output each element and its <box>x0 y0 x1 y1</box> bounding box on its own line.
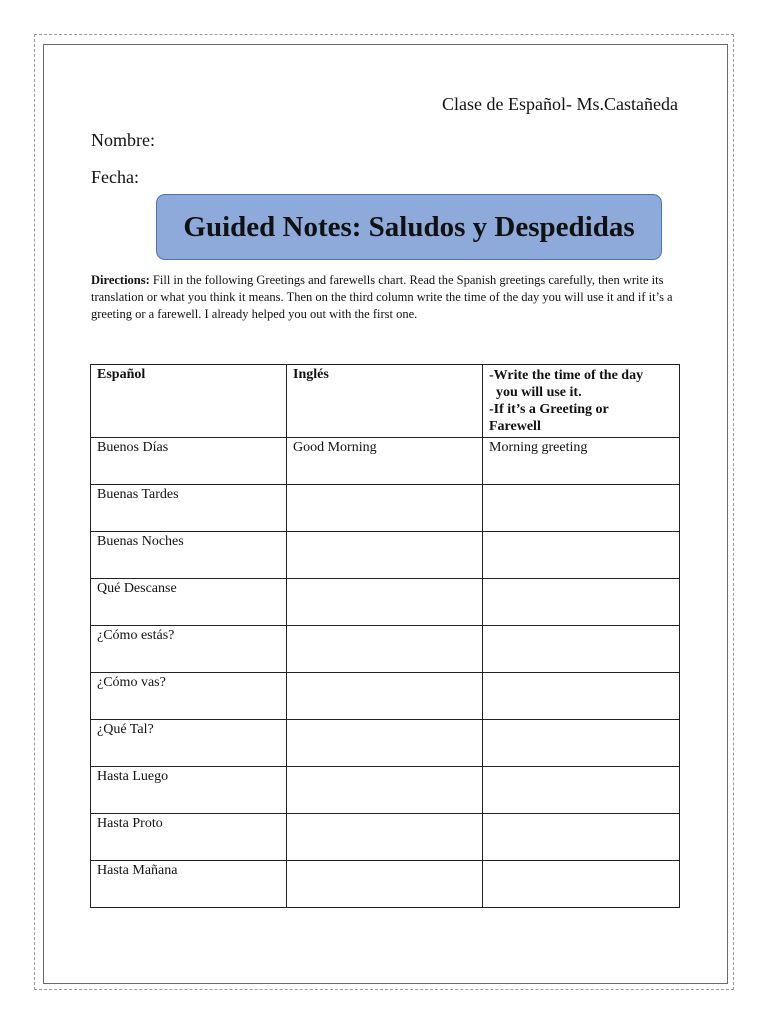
cell-ingles[interactable] <box>287 579 483 626</box>
class-heading: Clase de Español- Ms.Castañeda <box>442 94 678 114</box>
table-row <box>91 438 680 485</box>
table-row <box>91 720 680 767</box>
cell-ingles[interactable] <box>287 720 483 767</box>
cell-espanol: Buenas Noches <box>91 532 287 579</box>
directions-label: Directions: <box>91 273 150 287</box>
table-row <box>91 767 680 814</box>
cell-espanol: Hasta Luego <box>91 767 287 814</box>
header-time-line: -Write the time of the day <box>489 368 644 383</box>
table-header-row <box>91 365 680 438</box>
directions-paragraph <box>91 272 683 323</box>
cell-espanol: Hasta Proto <box>91 814 287 861</box>
cell-time[interactable] <box>483 767 680 814</box>
fecha-label: Fecha: <box>91 167 139 187</box>
cell-ingles[interactable] <box>287 767 483 814</box>
cell-espanol: ¿Qué Tal? <box>91 720 287 767</box>
cell-time[interactable] <box>483 532 680 579</box>
cell-ingles[interactable] <box>287 673 483 720</box>
cell-ingles[interactable] <box>287 814 483 861</box>
nombre-label: Nombre: <box>91 130 155 150</box>
cell-time[interactable] <box>483 720 680 767</box>
table-row <box>91 673 680 720</box>
table-row <box>91 861 680 908</box>
table-row <box>91 485 680 532</box>
cell-ingles[interactable] <box>287 532 483 579</box>
header-espanol: Español <box>91 365 287 438</box>
cell-time[interactable] <box>483 485 680 532</box>
cell-ingles[interactable] <box>287 861 483 908</box>
cell-espanol: Qué Descanse <box>91 579 287 626</box>
table-row <box>91 814 680 861</box>
title-banner <box>156 194 662 260</box>
header-time-line: you will use it. <box>489 385 582 400</box>
directions-text: Fill in the following Greetings and farewells chart. Read the Spanish greetings carefully, then write its translation or what you think it means. Then on the third column write the time of the day you will use it and if it’s a greeting or a farewell. I already helped you out with the first one. <box>91 273 673 321</box>
header-ingles: Inglés <box>287 365 483 438</box>
table-row <box>91 532 680 579</box>
page-title: Guided Notes: Saludos y Despedidas <box>183 210 635 243</box>
cell-espanol: Buenas Tardes <box>91 485 287 532</box>
cell-espanol: Buenos Días <box>91 438 287 485</box>
cell-time[interactable] <box>483 673 680 720</box>
cell-espanol: ¿Cómo estás? <box>91 626 287 673</box>
cell-espanol: ¿Cómo vas? <box>91 673 287 720</box>
cell-time[interactable] <box>483 579 680 626</box>
cell-time[interactable] <box>483 814 680 861</box>
cell-ingles[interactable] <box>287 626 483 673</box>
cell-time[interactable]: Morning greeting <box>483 438 680 485</box>
cell-time[interactable] <box>483 626 680 673</box>
table-row <box>91 579 680 626</box>
cell-ingles[interactable] <box>287 485 483 532</box>
header-time-line: Farewell <box>489 419 541 434</box>
cell-espanol: Hasta Mañana <box>91 861 287 908</box>
header-time-of-day <box>483 365 680 438</box>
cell-ingles[interactable]: Good Morning <box>287 438 483 485</box>
greetings-table <box>90 364 680 908</box>
header-time-line: -If it’s a Greeting or <box>489 402 609 417</box>
table-row <box>91 626 680 673</box>
cell-time[interactable] <box>483 861 680 908</box>
